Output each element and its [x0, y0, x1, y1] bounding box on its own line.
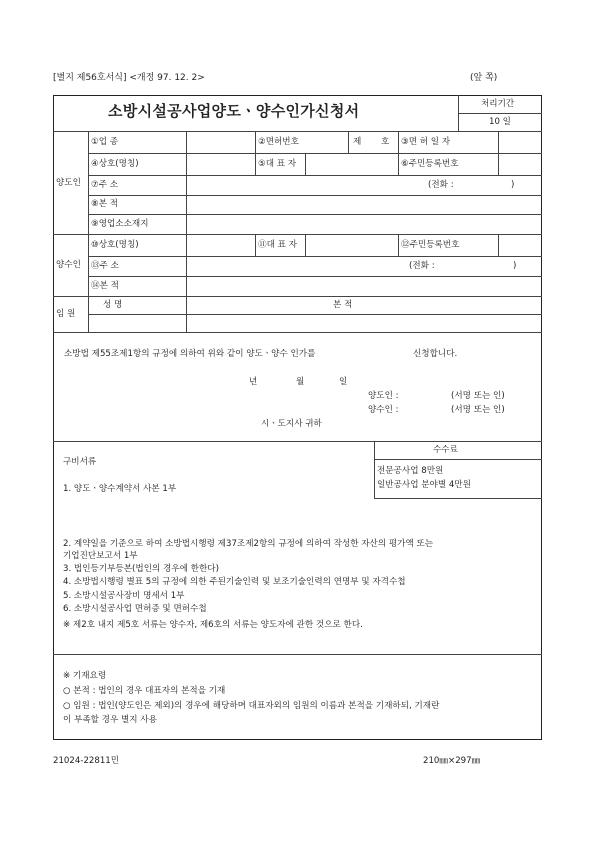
rule [255, 234, 256, 256]
document-note: ※ 제2호 내지 제5호 서류는 양수자, 제6호의 서류는 양도자에 관한 것으로 한다. [63, 620, 363, 630]
transferee-resident-number-label: ⑫주민등록번호 [401, 240, 460, 250]
fee-label: 수수료 [433, 445, 458, 455]
license-number-suffix: 호 [381, 137, 390, 147]
officers-section-label: 임 원 [56, 309, 76, 319]
transferor-sign-note: (서명 또는 인) [451, 391, 505, 401]
resident-number-field[interactable] [499, 154, 541, 174]
transferee-representative-field[interactable] [306, 235, 397, 255]
fee-line: 일반공사업 분야별 4만원 [377, 480, 471, 490]
rule [53, 131, 542, 132]
rule [53, 296, 542, 297]
statement-apply: 신청합니다. [413, 349, 458, 359]
page-title: 소방시설공사업양도ㆍ양수인가신청서 [108, 102, 360, 120]
rule [53, 332, 542, 333]
addressee: 시ㆍ도지사 귀하 [261, 419, 322, 429]
transferee-representative-label: ⑪대 표 자 [258, 240, 297, 250]
rule [374, 441, 375, 498]
statement-text: 소방법 제55조제1항의 규정에 의하여 위와 같이 양도ㆍ양수 인가를 [64, 349, 316, 359]
resident-number-label: ⑥주민등록번호 [401, 159, 459, 169]
officer-name-header: 성 명 [103, 300, 123, 310]
document-item: 기업진단보고서 1부 [63, 551, 138, 561]
document-item: 3. 법인등기부등본(법인의 경우에 한한다) [63, 564, 219, 574]
rule [374, 459, 542, 460]
notes-item: ○ 본적 : 법인의 경우 대표자의 본적을 기재 [63, 686, 226, 696]
office-location-field[interactable] [187, 215, 541, 233]
office-location-label: ⑨영업소소재지 [91, 219, 149, 229]
date-day: 일 [339, 377, 348, 387]
transferee-resident-number-field[interactable] [499, 235, 541, 255]
rule [398, 131, 399, 175]
document-item: 6. 소방시설공사업 면허증 및 면허수첩 [63, 604, 207, 614]
transferee-address-label: ⑬주 소 [91, 261, 119, 271]
transferee-phone-label: (전화 : [409, 261, 435, 271]
license-date-field[interactable] [499, 132, 541, 152]
transferee-domicile-field[interactable] [187, 277, 541, 295]
trade-name-field[interactable] [187, 154, 254, 174]
officer-domicile-field[interactable] [187, 315, 541, 331]
rule [53, 654, 542, 655]
transferee-sign-label: 양수인 : [368, 405, 399, 415]
representative-field[interactable] [306, 154, 397, 174]
representative-label: ⑤대 표 자 [258, 159, 297, 169]
license-date-label: ③면 허 일 자 [401, 137, 451, 147]
transferee-domicile-label: ⑭본 적 [91, 281, 119, 291]
processing-period-value: 10 일 [489, 117, 511, 127]
officer-domicile-header: 본 적 [333, 300, 353, 310]
rule [255, 131, 256, 175]
transferee-trade-name-label: ⑩상호(명칭) [91, 240, 139, 250]
form-reference: [별지 제56호서식] <개정 97. 12. 2> [53, 73, 205, 83]
transferee-trade-name-field[interactable] [187, 235, 254, 255]
paper-size: 210㎜×297㎜ [423, 756, 481, 766]
address-field[interactable] [187, 176, 417, 194]
rule [398, 234, 399, 256]
rule [348, 131, 349, 153]
document-item: 2. 계약일을 기준으로 하여 소방법시행령 제37조제2항의 규정에 의하여 작성한 자산의 평가액 또는 [63, 539, 434, 549]
form-code: 21024-22811민 [53, 756, 120, 766]
document-item: 5. 소방시설공사장비 명세서 1부 [63, 591, 185, 601]
business-type-field[interactable] [187, 132, 254, 152]
phone-close: ) [511, 180, 515, 190]
phone-label: (전화 : [428, 180, 454, 190]
transferor-section-label: 양도인 [56, 178, 81, 188]
date-month: 월 [296, 377, 305, 387]
rule [53, 234, 542, 235]
processing-period-label: 처리기간 [481, 99, 515, 109]
officer-name-field[interactable] [89, 315, 185, 331]
business-type-label: ①업 종 [91, 137, 119, 147]
rule [88, 131, 89, 332]
trade-name-label: ④상호(명칭) [91, 159, 139, 169]
domicile-label: ⑧본 적 [91, 199, 119, 209]
license-number-label: ②면허번호 [258, 137, 299, 147]
notes-title: ※ 기재요령 [63, 671, 107, 681]
fee-line: 전문공사업 8만원 [377, 466, 444, 476]
page-side-label: (앞 쪽) [470, 73, 498, 83]
rule [458, 113, 542, 114]
transferee-phone-close: ) [513, 261, 517, 271]
documents-title: 구비서류 [63, 457, 97, 467]
notes-item: 이 부족할 경우 별지 사용 [63, 715, 157, 725]
domicile-field[interactable] [187, 196, 541, 213]
document-item: 4. 소방법시행령 별표 5의 규정에 의한 주된기술인력 및 보조기술인력의 연명부 및 자격수첩 [63, 577, 406, 587]
transferee-address-field[interactable] [187, 257, 397, 275]
transferee-sign-note: (서명 또는 인) [451, 405, 505, 415]
license-number-prefix: 제 [353, 137, 362, 147]
document-item: 1. 양도ㆍ양수계약서 사본 1부 [63, 484, 177, 494]
transferee-section-label: 양수인 [56, 260, 81, 270]
rule [53, 441, 542, 442]
notes-item: ○ 임원 : 법인(양도인은 제외)의 경우에 해당하며 대표자외의 임원의 이름과 본적을 기재하되, 기재란 [63, 701, 440, 711]
rule [374, 498, 542, 499]
date-year: 년 [249, 377, 258, 387]
transferor-sign-label: 양도인 : [368, 391, 399, 401]
address-label: ⑦주 소 [91, 180, 119, 190]
